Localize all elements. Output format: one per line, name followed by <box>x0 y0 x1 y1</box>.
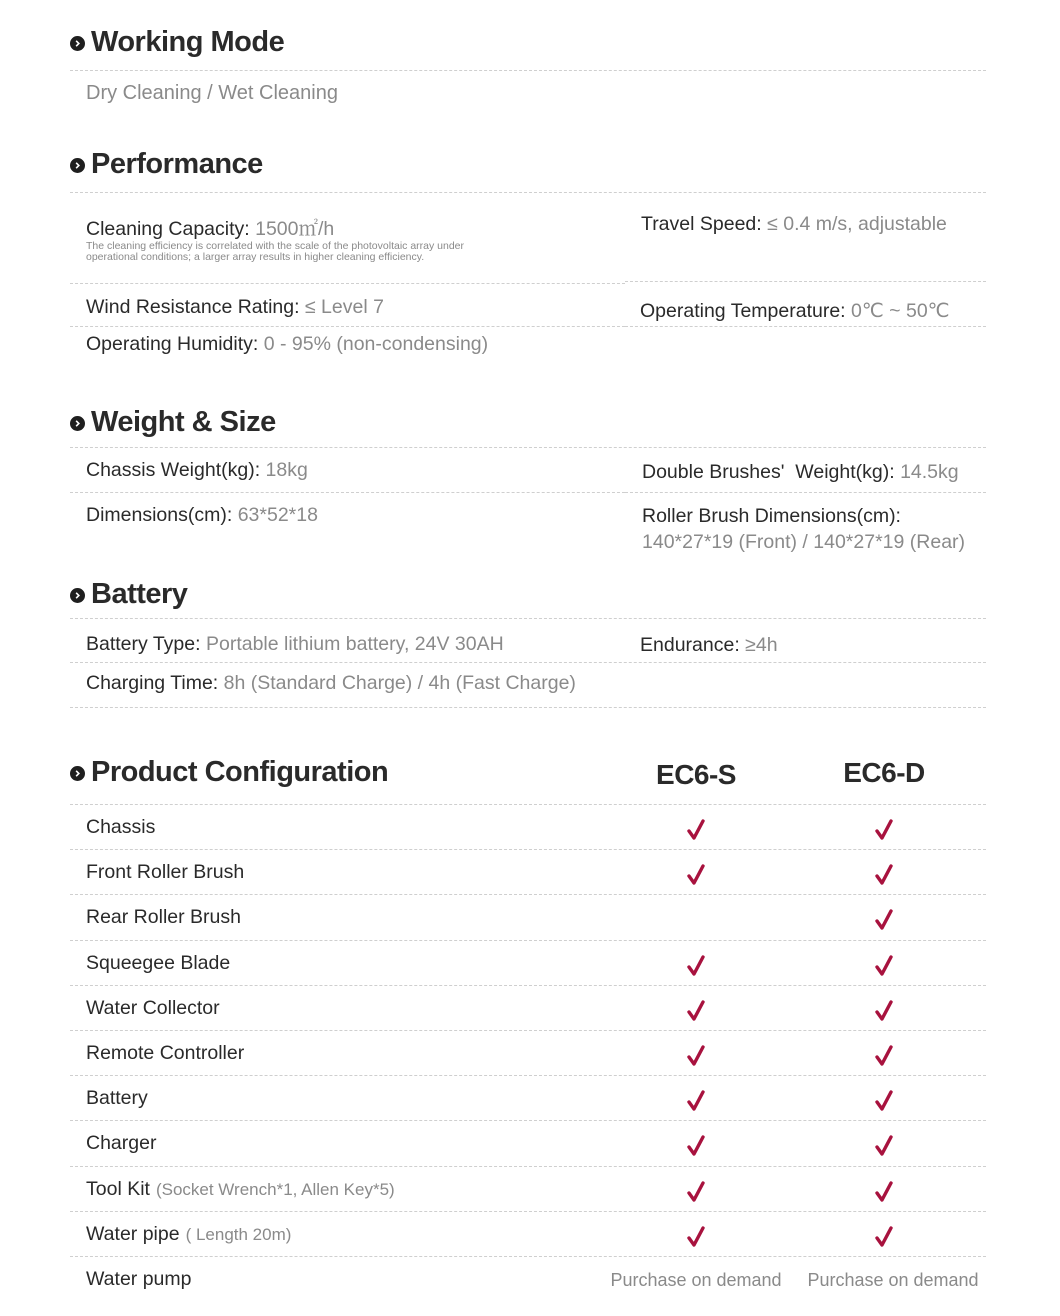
checkmark-icon <box>874 1134 894 1158</box>
spec-roller-brush-dimensions <box>642 503 965 555</box>
config-row-item <box>86 861 244 884</box>
spec-value: 1500㎡/h <box>255 218 335 240</box>
spec-value: 0℃ ~ 50℃ <box>851 300 950 322</box>
divider <box>70 447 986 448</box>
section-title-battery <box>70 578 187 611</box>
section-title-text: Battery <box>91 578 188 610</box>
divider <box>70 940 986 941</box>
chevron-right-circle-icon <box>70 36 85 51</box>
section-title-text: Product Configuration <box>91 756 389 788</box>
config-item-name: Chassis <box>86 816 156 838</box>
cleaning-capacity-note <box>86 241 464 263</box>
divider <box>70 1166 986 1167</box>
divider <box>70 662 986 663</box>
checkmark-icon <box>874 1225 894 1249</box>
divider <box>70 1120 986 1121</box>
config-row-item <box>86 1087 148 1110</box>
divider <box>70 1211 986 1212</box>
section-title-text: Working Mode <box>91 26 285 58</box>
model-header-ec6-d: EC6-D <box>843 757 925 788</box>
config-row-item <box>86 1042 244 1065</box>
purchase-on-demand-label: Purchase on demand <box>807 1270 979 1290</box>
config-item-detail: ( Length 20m) <box>185 1224 292 1244</box>
spec-value: ≥4h <box>745 634 778 656</box>
spec-chassis-weight <box>86 459 308 482</box>
note-line: The cleaning efficiency is correlated with the scale of the photovoltaic array under <box>86 240 465 252</box>
config-item-name: Rear Roller Brush <box>86 906 241 929</box>
config-row-item <box>86 906 241 929</box>
model-header-ec6-s: EC6-S <box>656 759 736 790</box>
chevron-right-circle-icon <box>70 588 85 603</box>
config-item-detail: (Socket Wrench*1, Allen Key*5) <box>155 1179 395 1199</box>
divider <box>70 1030 986 1031</box>
divider <box>70 894 986 895</box>
config-row-item <box>86 952 230 975</box>
spec-endurance <box>640 634 778 657</box>
working-mode-value: Dry Cleaning / Wet Cleaning <box>86 82 338 104</box>
chevron-right-circle-icon <box>70 766 85 781</box>
checkmark-icon <box>686 999 706 1023</box>
spec-operating-humidity <box>86 333 488 356</box>
checkmark-icon <box>874 1180 894 1204</box>
spec-value: 0 - 95% (non-condensing) <box>263 333 489 355</box>
chevron-right-circle-icon <box>70 416 85 431</box>
spec-value: 8h (Standard Charge) / 4h (Fast Charge) <box>223 672 576 694</box>
divider <box>70 70 986 71</box>
divider <box>70 192 986 193</box>
divider <box>70 707 986 708</box>
purchase-on-demand-label: Purchase on demand <box>610 1270 782 1290</box>
checkmark-icon <box>686 1089 706 1113</box>
section-title-weight-size <box>70 406 276 439</box>
spec-value: 140*27*19 (Front) / 140*27*19 (Rear) <box>642 531 966 553</box>
spec-label: Battery Type: <box>86 633 201 655</box>
divider <box>625 492 986 493</box>
spec-travel-speed <box>641 213 947 236</box>
checkmark-icon <box>686 954 706 978</box>
config-item-name: Battery <box>86 1087 148 1110</box>
checkmark-icon <box>686 818 706 842</box>
section-title-product-configuration <box>70 756 388 789</box>
spec-label: Roller Brush Dimensions(cm): <box>642 505 901 527</box>
spec-label: Chassis Weight(kg): <box>86 459 261 481</box>
config-item-name: Squeegee Blade <box>86 951 231 974</box>
spec-value: Portable lithium battery, 24V 30AH <box>205 633 504 655</box>
checkmark-icon <box>686 1180 706 1204</box>
config-item-name: Remote Controller <box>86 1042 245 1064</box>
divider <box>70 849 986 850</box>
checkmark-icon <box>874 999 894 1023</box>
spec-value: ≤ 0.4 m/s, adjustable <box>767 213 947 235</box>
config-row-item <box>86 997 220 1020</box>
spec-operating-temperature <box>640 299 950 323</box>
checkmark-icon <box>686 863 706 887</box>
config-item-name: Water pipe <box>86 1222 180 1245</box>
section-title-working-mode <box>70 26 284 59</box>
divider <box>70 283 625 284</box>
divider <box>70 804 986 805</box>
spec-label: Double Brushes' Weight(kg): <box>642 461 895 483</box>
section-title-text: Weight & Size <box>91 406 276 438</box>
spec-label: Dimensions(cm): <box>86 504 233 526</box>
checkmark-icon <box>686 1044 706 1068</box>
divider <box>70 492 625 493</box>
spec-value: 14.5kg <box>900 461 959 483</box>
divider <box>625 326 986 327</box>
checkmark-icon <box>686 1134 706 1158</box>
note-line: operational conditions; a larger array results in higher cleaning efficiency. <box>86 251 425 263</box>
config-item-name: Front Roller Brush <box>86 861 245 884</box>
checkmark-icon <box>874 1044 894 1068</box>
spec-label: Charging Time: <box>86 672 219 694</box>
spec-charging-time <box>86 672 576 695</box>
section-title-text: Performance <box>91 148 263 180</box>
checkmark-icon <box>874 908 894 932</box>
divider <box>70 1075 986 1076</box>
config-item-name: Charger <box>86 1132 157 1155</box>
spec-label: Cleaning Capacity: <box>86 218 250 240</box>
spec-label: Operating Humidity: <box>86 333 259 355</box>
config-row-item <box>86 1268 191 1291</box>
spec-value: 18kg <box>265 459 308 481</box>
checkmark-icon <box>686 1225 706 1249</box>
config-item-name: Water Collector <box>86 996 220 1019</box>
spec-label: Travel Speed: <box>641 213 762 235</box>
chevron-right-circle-icon <box>70 158 85 173</box>
spec-dimensions <box>86 504 318 527</box>
spec-double-brushes-weight <box>642 461 959 484</box>
divider <box>70 326 625 327</box>
spec-battery-type <box>86 633 504 656</box>
config-row-item <box>86 1178 395 1201</box>
divider <box>70 985 986 986</box>
divider <box>70 618 986 619</box>
spec-label: Operating Temperature: <box>640 300 846 322</box>
section-title-performance <box>70 148 263 181</box>
config-row-item <box>86 816 155 839</box>
config-row-item <box>86 1132 156 1155</box>
checkmark-icon <box>874 818 894 842</box>
config-row-item <box>86 1223 291 1246</box>
spec-cleaning-capacity <box>86 213 334 241</box>
checkmark-icon <box>874 1089 894 1113</box>
spec-label: Wind Resistance Rating: <box>86 296 300 318</box>
config-item-name: Water pump <box>86 1268 192 1290</box>
spec-value: ≤ Level 7 <box>304 296 384 318</box>
divider <box>70 1256 986 1257</box>
checkmark-icon <box>874 954 894 978</box>
spec-label: Endurance: <box>640 634 740 656</box>
spec-wind-resistance <box>86 296 384 319</box>
spec-value: 63*52*18 <box>237 504 318 526</box>
checkmark-icon <box>874 863 894 887</box>
config-item-name: Tool Kit <box>86 1177 150 1200</box>
divider <box>625 281 986 282</box>
